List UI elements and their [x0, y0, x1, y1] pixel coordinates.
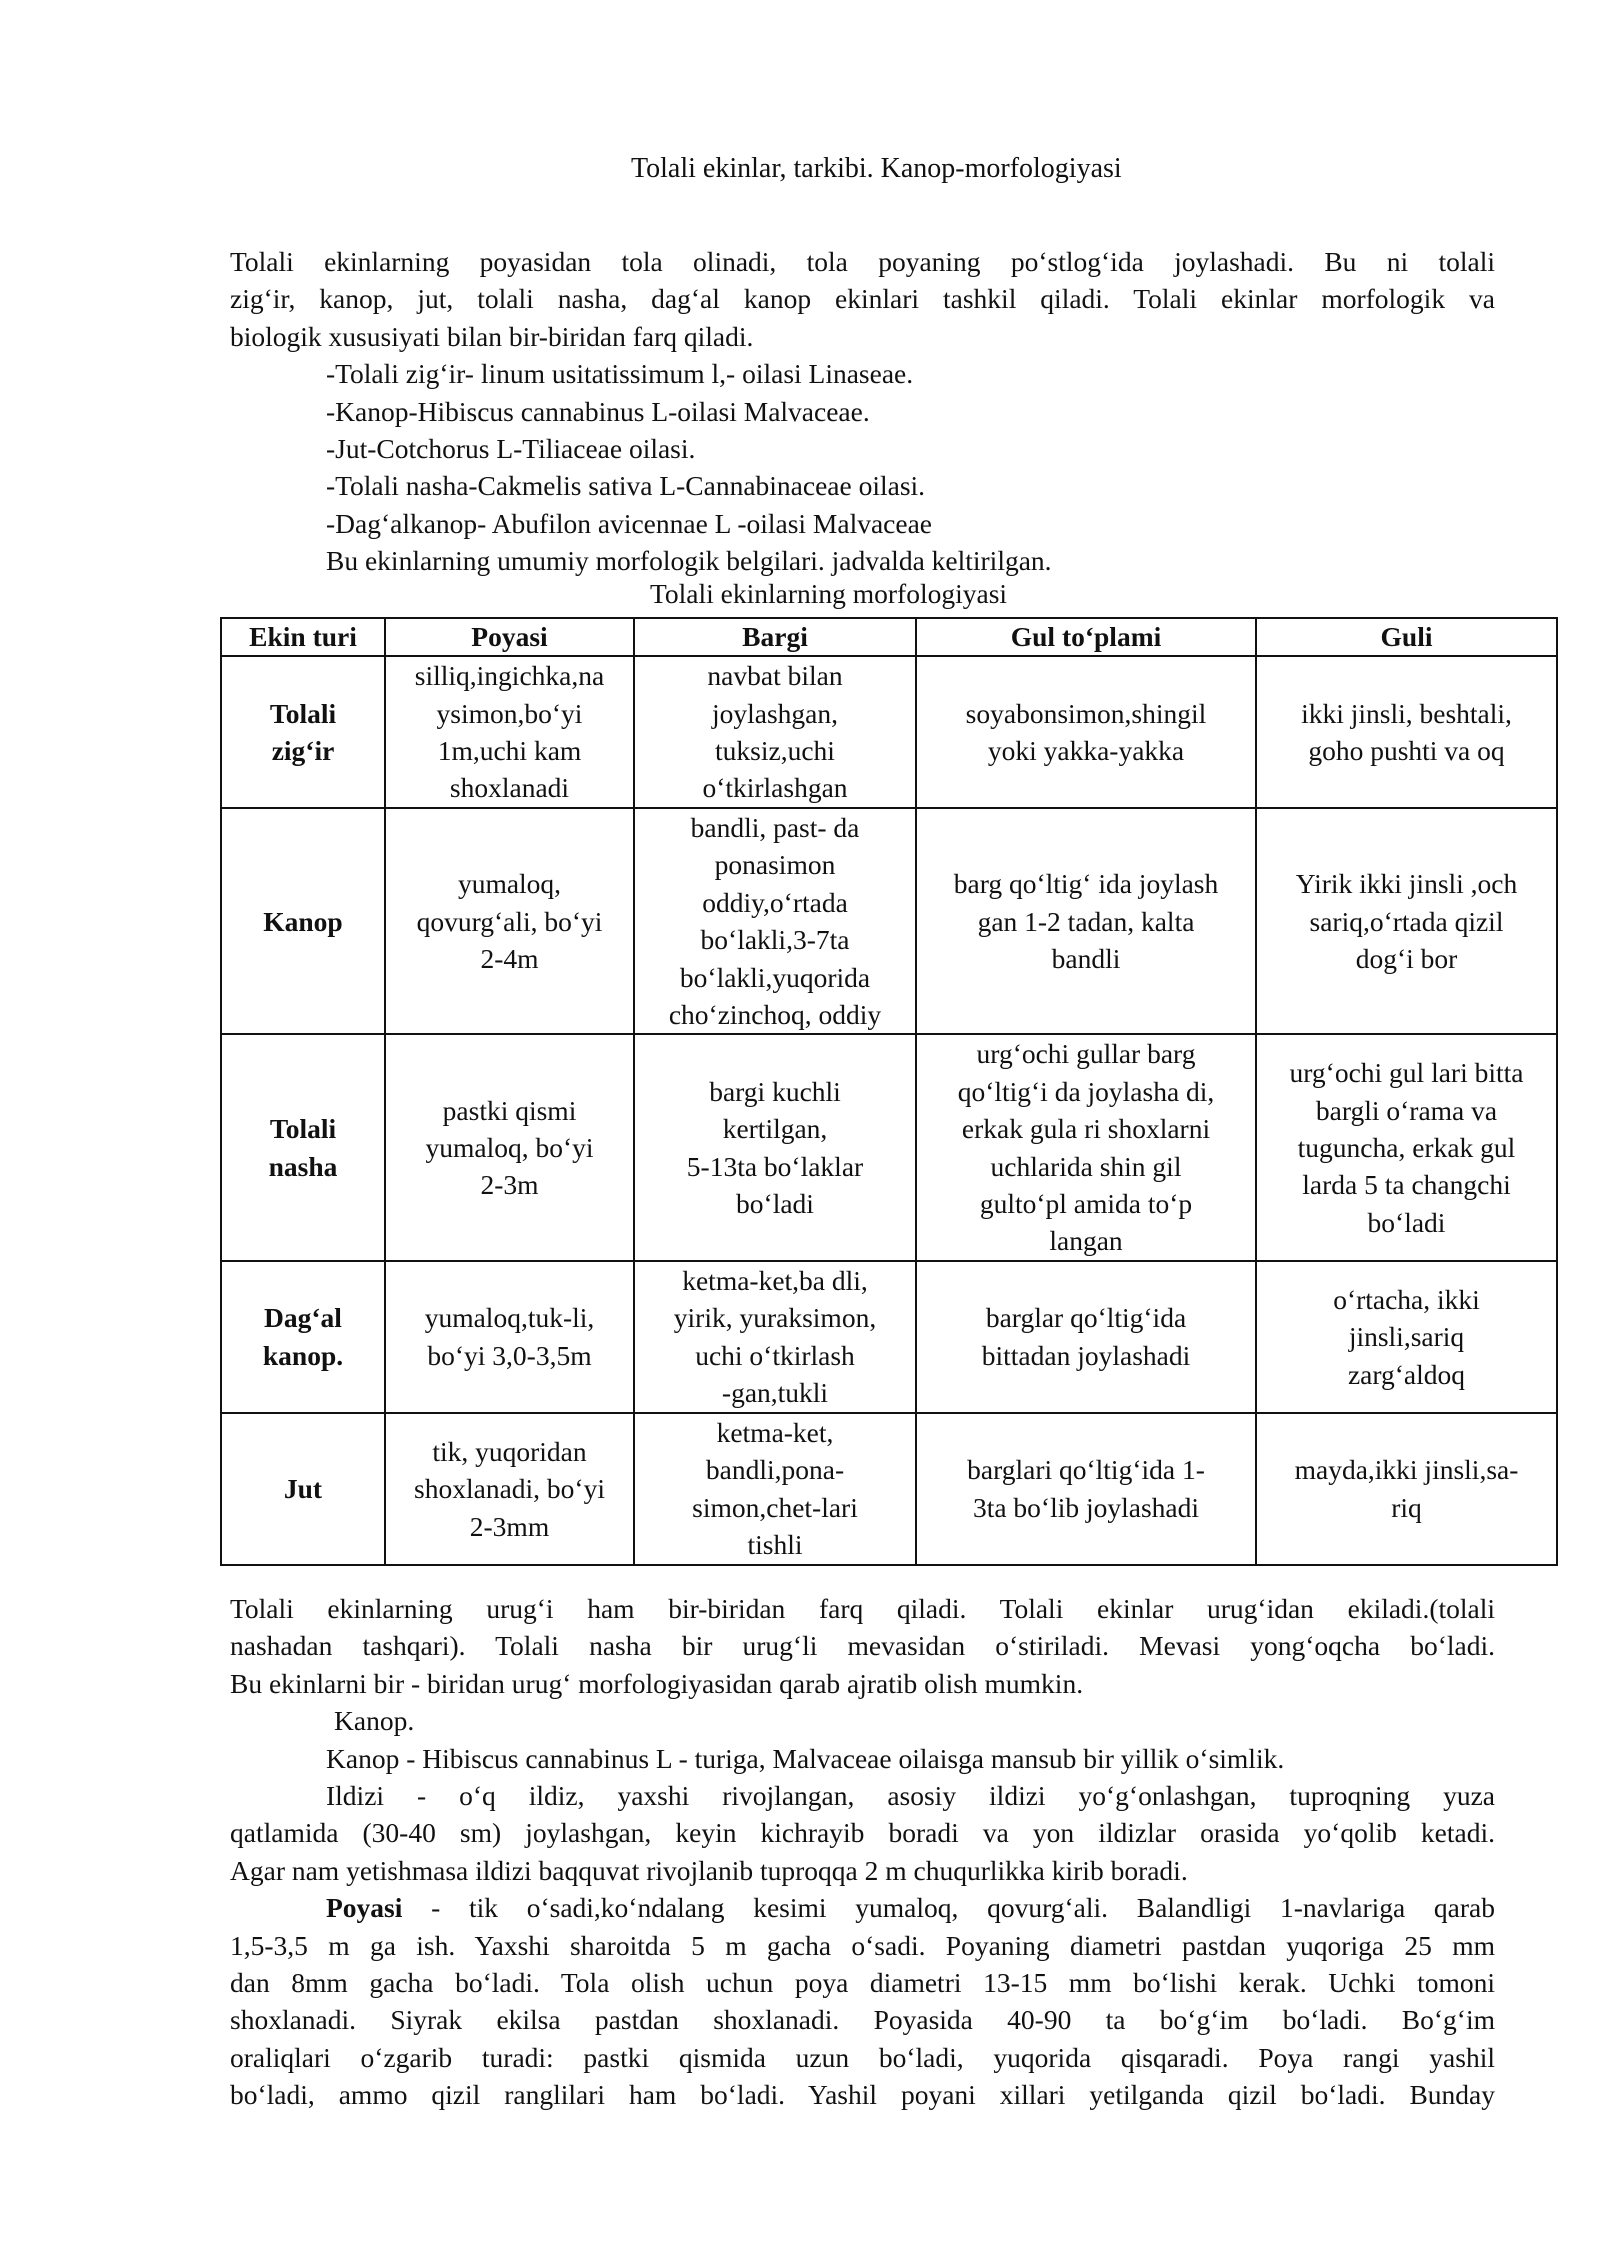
cell-line: 2-3m	[480, 1169, 539, 1201]
cell-line: zarg‘aldoq	[1347, 1358, 1466, 1390]
kanop-intro: Kanop - Hibiscus cannabinus L - turiga, Malvaceae oilaisga mansub bir yillik o‘simlik.	[326, 1742, 1285, 1774]
cell-line: Kanop	[263, 905, 343, 937]
cell-line: jinsli,sariq	[1348, 1321, 1465, 1353]
cell-line: riq	[1391, 1491, 1422, 1523]
crop-cell	[221, 656, 385, 808]
cell-line: ketma-ket,ba dli,	[682, 1265, 868, 1297]
gul-toplami-cell	[916, 1034, 1256, 1260]
poyasi-cell	[385, 808, 634, 1034]
poyasi-line: oraliqlari o‘zgarib turadi: pastki qismida uzun bo‘ladi, yuqorida qisqaradi. Poya rangi yashil	[230, 2041, 1495, 2073]
intro-line: biologik xususiyati bilan bir-biridan farq qiladi.	[230, 320, 754, 352]
ildizi-line: Agar nam yetishmasa ildizi baqquvat rivojlanib tuproqqa 2 m chuqurlikka kirib boradi.	[230, 1854, 1188, 1886]
table-row	[221, 1034, 1557, 1260]
cell-line: ketma-ket,	[716, 1417, 834, 1449]
guli-cell	[1256, 1034, 1557, 1260]
cell-line: shoxlanadi, bo‘yi	[414, 1473, 605, 1505]
cell-line: bandli	[1051, 942, 1121, 974]
cell-line: tik, yuqoridan	[432, 1435, 587, 1467]
poyasi-label: Poyasi	[326, 1892, 403, 1924]
cell-line: ysimon,bo‘yi	[436, 697, 583, 729]
seed-paragraph	[230, 1590, 1495, 2114]
cell-line: bo‘lakli,3-7ta	[700, 924, 850, 956]
cell-line: pastki qismi	[442, 1094, 577, 1126]
cell-line: kanop.	[262, 1339, 344, 1371]
cell-line: soyabonsimon,shingil	[965, 697, 1207, 729]
cell-line: o‘rtacha, ikki	[1333, 1283, 1480, 1315]
cell-line: oddiy,o‘rtada	[702, 886, 848, 918]
species-item: -Tolali nasha-Cakmelis sativa L-Cannabinaceae oilasi.	[326, 470, 926, 502]
table-row	[221, 656, 1557, 808]
cell-line: zig‘ir	[271, 735, 335, 766]
gul-toplami-cell	[916, 808, 1256, 1034]
poyasi-line: shoxlanadi. Siyrak ekilsa pastdan shoxlanadi. Poyasida 40-90 ta bo‘g‘im bo‘ladi. Bo‘g‘im	[230, 2004, 1495, 2036]
poyasi-line: 1,5-3,5 m ga ish. Yaxshi sharoitda 5 m gacha o‘sadi. Poyaning diametri pastdan yuqoriga 25 mm	[230, 1929, 1495, 1961]
species-item: -Tolali zig‘ir- linum usitatissimum l,- oilasi Linaseae.	[326, 358, 914, 390]
poyasi-line: bo‘ladi, ammo qizil ranglilari ham bo‘ladi. Yashil poyani xillari yetilganda qizil bo‘ladi. Bunday	[230, 2079, 1495, 2111]
cell-line: simon,chet-lari	[692, 1491, 858, 1523]
cell-line: larda 5 ta changchi	[1302, 1169, 1511, 1201]
poyasi-cell	[385, 1034, 634, 1260]
cell-line: urg‘ochi gullar barg	[976, 1038, 1196, 1070]
seed-line: nashadan tashqari). Tolali nasha bir urug‘li mevasidan o‘stiriladi. Mevasi yong‘oqcha bo‘ladi.	[230, 1630, 1495, 1662]
cell-line: yumaloq,	[457, 868, 562, 900]
cell-line: bo‘lakli,yuqorida	[679, 961, 871, 993]
table-row	[221, 808, 1557, 1034]
cell-line: barglar qo‘ltig‘ida	[985, 1302, 1187, 1334]
cell-line: urg‘ochi gul lari bitta	[1289, 1057, 1524, 1089]
bargi-cell	[634, 1034, 916, 1260]
table-header-row	[221, 618, 1557, 656]
cell-line: bittadan joylashadi	[981, 1339, 1191, 1371]
poyasi-line	[230, 1889, 1495, 1926]
cell-line: navbat bilan	[707, 660, 843, 692]
cell-line: goho pushti va oq	[1308, 735, 1505, 766]
cell-line: barg qo‘ltig‘ ida joylash	[953, 868, 1219, 900]
intro-paragraph	[230, 243, 1495, 580]
cell-line: yoki yakka-yakka	[987, 735, 1185, 766]
cell-line: yumaloq,tuk-li,	[424, 1302, 595, 1334]
header-gul-toplami: Gul to‘plami	[916, 618, 1256, 656]
cell-line: shoxlanadi	[449, 772, 570, 804]
species-item: -Kanop-Hibiscus cannabinus L-oilasi Malvaceae.	[326, 395, 870, 427]
ildizi-line: Ildizi - o‘q ildiz, yaxshi rivojlangan, asosiy ildizi yo‘g‘onlashgan, tuproqning yuza	[326, 1780, 1495, 1812]
poyasi-first-text: - tik o‘sadi,ko‘ndalang kesimi yumaloq, qovurg‘ali. Balandligi 1-navlariga qarab	[402, 1892, 1495, 1924]
cell-line: erkak gula ri shoxlarni	[961, 1113, 1211, 1145]
cell-line: gan 1-2 tadan, kalta	[977, 905, 1195, 937]
bargi-cell	[634, 808, 916, 1034]
cell-line: Tolali	[269, 697, 337, 729]
cell-line: bargi kuchli	[709, 1075, 841, 1107]
cell-line: qo‘ltig‘i da joylasha di,	[957, 1075, 1215, 1107]
morphology-table	[220, 617, 1558, 1566]
cell-line: kertilgan,	[722, 1113, 828, 1145]
bargi-cell	[634, 656, 916, 808]
crop-cell	[221, 1034, 385, 1260]
cell-line: bo‘yi 3,0-3,5m	[427, 1339, 592, 1371]
cell-line: 1m,uchi kam	[437, 735, 582, 766]
cell-line: langan	[1049, 1225, 1123, 1257]
gul-toplami-cell	[916, 1261, 1256, 1413]
cell-line: gulto‘pl amida to‘p	[979, 1188, 1193, 1220]
intro-line: Tolali ekinlarning poyasidan tola olinadi, tola poyaning po‘stlog‘ida joylashadi. Bu ni tolali	[230, 246, 1495, 277]
cell-line: sariq,o‘rtada qizil	[1309, 905, 1504, 937]
gul-toplami-cell	[916, 656, 1256, 808]
table-row	[221, 1413, 1557, 1565]
cell-line: Jut	[283, 1473, 323, 1505]
cell-line: bargli o‘rama va	[1315, 1094, 1498, 1126]
table-row	[221, 1261, 1557, 1413]
guli-cell	[1256, 1413, 1557, 1565]
cell-line: nasha	[268, 1150, 338, 1182]
cell-line: joylashgan,	[711, 697, 839, 729]
ildizi-line: qatlamida (30-40 sm) joylashgan, keyin kichrayib boradi va yon ildizlar orasida yo‘qolib ketadi.	[230, 1817, 1495, 1849]
cell-line: 2-3mm	[469, 1510, 550, 1542]
cell-line: 2-4m	[480, 942, 539, 974]
crop-cell	[221, 1413, 385, 1565]
cell-line: 5-13ta bo‘laklar	[686, 1150, 864, 1182]
poyasi-cell	[385, 656, 634, 808]
cell-line: yumaloq, bo‘yi	[425, 1131, 594, 1163]
species-item: -Jut-Cotchorus L-Tiliaceae oilasi.	[326, 433, 696, 465]
header-guli: Guli	[1256, 618, 1557, 656]
page-title: Tolali ekinlar, tarkibi. Kanop-morfologiyasi	[631, 153, 1122, 184]
gul-toplami-cell	[916, 1413, 1256, 1565]
poyasi-cell	[385, 1261, 634, 1413]
cell-line: tishli	[747, 1529, 803, 1561]
cell-line: silliq,ingichka,na	[414, 660, 605, 692]
cell-line: tuksiz,uchi	[715, 735, 835, 766]
guli-cell	[1256, 1261, 1557, 1413]
header-bargi: Bargi	[634, 618, 916, 656]
poyasi-line: dan 8mm gacha bo‘ladi. Tola olish uchun poya diametri 13-15 mm bo‘lishi kerak. Uchki tomoni	[230, 1967, 1495, 1999]
cell-line: tuguncha, erkak gul	[1297, 1131, 1516, 1163]
cell-line: cho‘zinchoq, oddiy	[668, 999, 882, 1031]
header-poyasi: Poyasi	[385, 618, 634, 656]
kanop-heading: Kanop.	[334, 1705, 415, 1737]
cell-line: dog‘i bor	[1355, 942, 1458, 974]
intro-line: zig‘ir, kanop, jut, tolali nasha, dag‘al kanop ekinlari tashkil qiladi. Tolali ekinlar morfologik va	[230, 283, 1495, 315]
bargi-cell	[634, 1413, 916, 1565]
seed-line: Tolali ekinlarning urug‘i ham bir-biridan farq qiladi. Tolali ekinlar urug‘idan ekiladi.(tolali	[230, 1593, 1495, 1624]
cell-line: bo‘ladi	[736, 1188, 814, 1220]
cell-line: yirik, yuraksimon,	[673, 1302, 877, 1334]
seed-line: Bu ekinlarni bir - biridan urug‘ morfologiyasidan qarab ajratib olish mumkin.	[230, 1667, 1084, 1699]
cell-line: o‘tkirlashgan	[702, 772, 848, 804]
cell-line: qovurg‘ali, bo‘yi	[416, 905, 603, 937]
cell-line: barglari qo‘ltig‘ida 1-	[967, 1454, 1205, 1486]
cell-line: bandli,pona-	[705, 1454, 845, 1486]
cell-line: bo‘ladi	[1367, 1206, 1446, 1238]
cell-line: mayda,ikki jinsli,sa-	[1294, 1454, 1519, 1486]
bargi-cell	[634, 1261, 916, 1413]
cell-line: bandli, past- da	[690, 812, 860, 843]
cell-line: Yirik ikki jinsli ,och	[1295, 868, 1518, 900]
cell-line: ikki jinsli, beshtali,	[1301, 697, 1512, 729]
cell-line: -gan,tukli	[721, 1377, 829, 1409]
table-caption: Tolali ekinlarning morfologiyasi	[650, 578, 1008, 609]
guli-cell	[1256, 656, 1557, 808]
cell-line: ponasimon	[714, 849, 836, 881]
cell-line: Tolali	[269, 1113, 337, 1145]
header-ekin-turi: Ekin turi	[221, 618, 385, 656]
cell-line: Dag‘al	[264, 1302, 342, 1334]
poyasi-cell	[385, 1413, 634, 1565]
crop-cell	[221, 808, 385, 1034]
cell-line: uchi o‘tkirlash	[695, 1339, 855, 1371]
guli-cell	[1256, 808, 1557, 1034]
cell-line: uchlarida shin gil	[990, 1150, 1182, 1182]
cell-line: 3ta bo‘lib joylashadi	[972, 1491, 1200, 1523]
species-item: -Dag‘alkanop- Abufilon avicennae L -oilasi Malvaceae	[326, 507, 933, 539]
crop-cell	[221, 1261, 385, 1413]
species-summary: Bu ekinlarning umumiy morfologik belgilari. jadvalda keltirilgan.	[326, 545, 1052, 577]
